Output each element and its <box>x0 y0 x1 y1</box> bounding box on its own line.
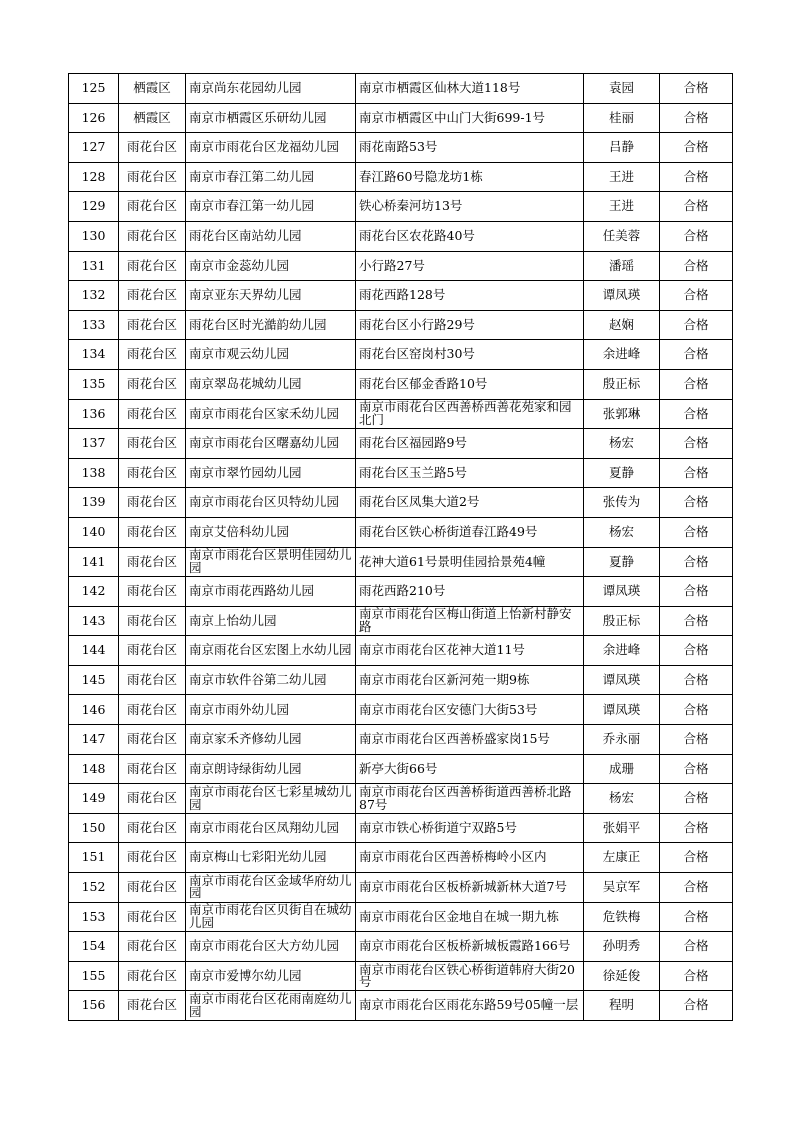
address-cell: 南京市雨花台区铁心桥街道韩府大街20号 <box>356 961 584 991</box>
table-row <box>69 991 733 1021</box>
row-number: 140 <box>69 517 119 547</box>
table-row <box>69 517 733 547</box>
row-number: 141 <box>69 547 119 577</box>
kindergarten-name-cell: 南京艾倍科幼儿园 <box>186 517 356 547</box>
contact-person-cell: 谭凤瑛 <box>584 665 660 695</box>
kindergarten-name-cell: 南京市春江第一幼儿园 <box>186 192 356 222</box>
address-cell: 南京市栖霞区仙林大道118号 <box>356 74 584 104</box>
address-cell: 春江路60号隐龙坊1栋 <box>356 162 584 192</box>
kindergarten-name-cell: 南京上怡幼儿园 <box>186 606 356 636</box>
result-cell: 合格 <box>660 251 733 281</box>
district-cell: 雨花台区 <box>119 873 186 903</box>
district-cell: 雨花台区 <box>119 517 186 547</box>
district-cell: 雨花台区 <box>119 399 186 429</box>
address-cell: 雨花台区小行路29号 <box>356 310 584 340</box>
district-cell: 雨花台区 <box>119 429 186 459</box>
address-cell: 雨花南路53号 <box>356 133 584 163</box>
contact-person-cell: 杨宏 <box>584 784 660 814</box>
district-cell: 雨花台区 <box>119 251 186 281</box>
kindergarten-name-cell: 南京市雨花台区七彩星城幼儿园 <box>186 784 356 814</box>
row-number: 142 <box>69 577 119 607</box>
table-row <box>69 340 733 370</box>
district-cell: 雨花台区 <box>119 991 186 1021</box>
contact-person-cell: 杨宏 <box>584 517 660 547</box>
row-number: 145 <box>69 665 119 695</box>
kindergarten-inspection-table <box>68 73 733 1021</box>
contact-person-cell: 王进 <box>584 192 660 222</box>
table-row <box>69 754 733 784</box>
contact-person-cell: 成珊 <box>584 754 660 784</box>
table-row <box>69 369 733 399</box>
contact-person-cell: 徐延俊 <box>584 961 660 991</box>
row-number: 126 <box>69 103 119 133</box>
district-cell: 栖霞区 <box>119 74 186 104</box>
result-cell: 合格 <box>660 784 733 814</box>
row-number: 133 <box>69 310 119 340</box>
address-cell: 小行路27号 <box>356 251 584 281</box>
row-number: 130 <box>69 221 119 251</box>
table-row <box>69 458 733 488</box>
address-cell: 雨花台区凤集大道2号 <box>356 488 584 518</box>
district-cell: 雨花台区 <box>119 725 186 755</box>
result-cell: 合格 <box>660 458 733 488</box>
result-cell: 合格 <box>660 873 733 903</box>
kindergarten-name-cell: 南京家禾齐修幼儿园 <box>186 725 356 755</box>
row-number: 146 <box>69 695 119 725</box>
contact-person-cell: 夏静 <box>584 458 660 488</box>
row-number: 143 <box>69 606 119 636</box>
contact-person-cell: 张娟平 <box>584 813 660 843</box>
district-cell: 雨花台区 <box>119 902 186 932</box>
table-row <box>69 902 733 932</box>
table-row <box>69 281 733 311</box>
district-cell: 雨花台区 <box>119 813 186 843</box>
kindergarten-name-cell: 南京市爱博尔幼儿园 <box>186 961 356 991</box>
kindergarten-name-cell: 南京市雨花台区曙嘉幼儿园 <box>186 429 356 459</box>
address-cell: 雨花台区农花路40号 <box>356 221 584 251</box>
row-number: 149 <box>69 784 119 814</box>
address-cell: 南京市铁心桥街道宁双路5号 <box>356 813 584 843</box>
row-number: 152 <box>69 873 119 903</box>
result-cell: 合格 <box>660 517 733 547</box>
result-cell: 合格 <box>660 754 733 784</box>
contact-person-cell: 赵娴 <box>584 310 660 340</box>
contact-person-cell: 余进峰 <box>584 636 660 666</box>
row-number: 151 <box>69 843 119 873</box>
district-cell: 雨花台区 <box>119 665 186 695</box>
result-cell: 合格 <box>660 725 733 755</box>
district-cell: 雨花台区 <box>119 784 186 814</box>
district-cell: 雨花台区 <box>119 192 186 222</box>
table-row <box>69 695 733 725</box>
kindergarten-name-cell: 南京亚东天界幼儿园 <box>186 281 356 311</box>
result-cell: 合格 <box>660 399 733 429</box>
contact-person-cell: 乔永丽 <box>584 725 660 755</box>
result-cell: 合格 <box>660 369 733 399</box>
row-number: 125 <box>69 74 119 104</box>
address-cell: 南京市栖霞区中山门大街699-1号 <box>356 103 584 133</box>
district-cell: 雨花台区 <box>119 488 186 518</box>
district-cell: 雨花台区 <box>119 162 186 192</box>
district-cell: 雨花台区 <box>119 843 186 873</box>
contact-person-cell: 危铁梅 <box>584 902 660 932</box>
kindergarten-name-cell: 南京市雨花台区景明佳园幼儿园 <box>186 547 356 577</box>
result-cell: 合格 <box>660 577 733 607</box>
kindergarten-name-cell: 南京市雨花台区贝街自在城幼儿园 <box>186 902 356 932</box>
contact-person-cell: 夏静 <box>584 547 660 577</box>
district-cell: 雨花台区 <box>119 547 186 577</box>
address-cell: 雨花台区郁金香路10号 <box>356 369 584 399</box>
kindergarten-name-cell: 南京市观云幼儿园 <box>186 340 356 370</box>
address-cell: 雨花台区铁心桥街道春江路49号 <box>356 517 584 547</box>
contact-person-cell: 孙明秀 <box>584 932 660 962</box>
district-cell: 雨花台区 <box>119 961 186 991</box>
district-cell: 雨花台区 <box>119 369 186 399</box>
result-cell: 合格 <box>660 547 733 577</box>
result-cell: 合格 <box>660 103 733 133</box>
contact-person-cell: 吴京军 <box>584 873 660 903</box>
kindergarten-name-cell: 南京市雨花台区大方幼儿园 <box>186 932 356 962</box>
row-number: 148 <box>69 754 119 784</box>
kindergarten-name-cell: 南京市雨花台区龙福幼儿园 <box>186 133 356 163</box>
district-cell: 雨花台区 <box>119 932 186 962</box>
contact-person-cell: 余进峰 <box>584 340 660 370</box>
row-number: 137 <box>69 429 119 459</box>
row-number: 136 <box>69 399 119 429</box>
table-row <box>69 813 733 843</box>
kindergarten-name-cell: 南京市金蕊幼儿园 <box>186 251 356 281</box>
table-row <box>69 103 733 133</box>
contact-person-cell: 王进 <box>584 162 660 192</box>
kindergarten-name-cell: 南京市软件谷第二幼儿园 <box>186 665 356 695</box>
row-number: 131 <box>69 251 119 281</box>
result-cell: 合格 <box>660 310 733 340</box>
address-cell: 南京市雨花台区梅山街道上怡新村静安路 <box>356 606 584 636</box>
table-row <box>69 665 733 695</box>
district-cell: 雨花台区 <box>119 695 186 725</box>
contact-person-cell: 殷正标 <box>584 606 660 636</box>
kindergarten-name-cell: 南京市翠竹园幼儿园 <box>186 458 356 488</box>
contact-person-cell: 潘瑶 <box>584 251 660 281</box>
address-cell: 南京市雨花台区板桥新城新林大道7号 <box>356 873 584 903</box>
kindergarten-name-cell: 南京市栖霞区乐研幼儿园 <box>186 103 356 133</box>
contact-person-cell: 谭凤瑛 <box>584 281 660 311</box>
result-cell: 合格 <box>660 221 733 251</box>
address-cell: 新亭大街66号 <box>356 754 584 784</box>
table-row <box>69 133 733 163</box>
table-row <box>69 961 733 991</box>
result-cell: 合格 <box>660 636 733 666</box>
district-cell: 雨花台区 <box>119 310 186 340</box>
table-row <box>69 429 733 459</box>
address-cell: 雨花台区窑岗村30号 <box>356 340 584 370</box>
result-cell: 合格 <box>660 665 733 695</box>
table-row <box>69 547 733 577</box>
contact-person-cell: 张郭琳 <box>584 399 660 429</box>
row-number: 154 <box>69 932 119 962</box>
address-cell: 铁心桥秦河坊13号 <box>356 192 584 222</box>
result-cell: 合格 <box>660 695 733 725</box>
address-cell: 南京市雨花台区西善桥盛家岗15号 <box>356 725 584 755</box>
table-row <box>69 399 733 429</box>
table-row <box>69 725 733 755</box>
table-row <box>69 162 733 192</box>
row-number: 138 <box>69 458 119 488</box>
address-cell: 南京市雨花台区西善桥梅岭小区内 <box>356 843 584 873</box>
result-cell: 合格 <box>660 991 733 1021</box>
table-row <box>69 310 733 340</box>
address-cell: 南京市雨花台区西善桥西善花苑家和园北门 <box>356 399 584 429</box>
table-row <box>69 636 733 666</box>
table-row <box>69 577 733 607</box>
row-number: 134 <box>69 340 119 370</box>
address-cell: 雨花台区玉兰路5号 <box>356 458 584 488</box>
row-number: 144 <box>69 636 119 666</box>
result-cell: 合格 <box>660 429 733 459</box>
contact-person-cell: 谭凤瑛 <box>584 577 660 607</box>
table-body <box>69 74 733 1021</box>
kindergarten-name-cell: 雨花台区时光澔韵幼儿园 <box>186 310 356 340</box>
district-cell: 雨花台区 <box>119 133 186 163</box>
table-row <box>69 932 733 962</box>
district-cell: 雨花台区 <box>119 754 186 784</box>
contact-person-cell: 杨宏 <box>584 429 660 459</box>
row-number: 155 <box>69 961 119 991</box>
row-number: 128 <box>69 162 119 192</box>
kindergarten-name-cell: 南京市雨花台区凤翔幼儿园 <box>186 813 356 843</box>
kindergarten-name-cell: 南京梅山七彩阳光幼儿园 <box>186 843 356 873</box>
table-row <box>69 784 733 814</box>
address-cell: 南京市雨花台区西善桥街道西善桥北路87号 <box>356 784 584 814</box>
kindergarten-name-cell: 南京市雨花台区贝特幼儿园 <box>186 488 356 518</box>
result-cell: 合格 <box>660 606 733 636</box>
kindergarten-name-cell: 雨花台区南站幼儿园 <box>186 221 356 251</box>
row-number: 153 <box>69 902 119 932</box>
result-cell: 合格 <box>660 192 733 222</box>
address-cell: 南京市雨花台区板桥新城板霞路166号 <box>356 932 584 962</box>
address-cell: 花神大道61号景明佳园拾景苑4幢 <box>356 547 584 577</box>
contact-person-cell: 谭凤瑛 <box>584 695 660 725</box>
kindergarten-name-cell: 南京朗诗绿街幼儿园 <box>186 754 356 784</box>
address-cell: 南京市雨花台区金地自在城一期九栋 <box>356 902 584 932</box>
contact-person-cell: 程明 <box>584 991 660 1021</box>
district-cell: 雨花台区 <box>119 577 186 607</box>
row-number: 150 <box>69 813 119 843</box>
address-cell: 雨花西路210号 <box>356 577 584 607</box>
result-cell: 合格 <box>660 74 733 104</box>
row-number: 127 <box>69 133 119 163</box>
district-cell: 雨花台区 <box>119 281 186 311</box>
contact-person-cell: 袁园 <box>584 74 660 104</box>
contact-person-cell: 张传为 <box>584 488 660 518</box>
table-row <box>69 873 733 903</box>
contact-person-cell: 桂丽 <box>584 103 660 133</box>
contact-person-cell: 左康正 <box>584 843 660 873</box>
row-number: 156 <box>69 991 119 1021</box>
result-cell: 合格 <box>660 340 733 370</box>
contact-person-cell: 任美蓉 <box>584 221 660 251</box>
kindergarten-name-cell: 南京市春江第二幼儿园 <box>186 162 356 192</box>
result-cell: 合格 <box>660 488 733 518</box>
table-row <box>69 488 733 518</box>
row-number: 135 <box>69 369 119 399</box>
district-cell: 雨花台区 <box>119 458 186 488</box>
address-cell: 雨花西路128号 <box>356 281 584 311</box>
result-cell: 合格 <box>660 843 733 873</box>
address-cell: 南京市雨花台区安德门大街53号 <box>356 695 584 725</box>
district-cell: 雨花台区 <box>119 606 186 636</box>
table-row <box>69 74 733 104</box>
kindergarten-name-cell: 南京市雨花台区金域华府幼儿园 <box>186 873 356 903</box>
district-cell: 雨花台区 <box>119 636 186 666</box>
result-cell: 合格 <box>660 902 733 932</box>
table-row <box>69 606 733 636</box>
contact-person-cell: 吕静 <box>584 133 660 163</box>
table-row <box>69 221 733 251</box>
address-cell: 南京市雨花台区雨花东路59号05幢一层 <box>356 991 584 1021</box>
result-cell: 合格 <box>660 932 733 962</box>
district-cell: 雨花台区 <box>119 221 186 251</box>
kindergarten-name-cell: 南京市雨花台区花雨南庭幼儿园 <box>186 991 356 1021</box>
result-cell: 合格 <box>660 162 733 192</box>
district-cell: 雨花台区 <box>119 340 186 370</box>
row-number: 129 <box>69 192 119 222</box>
kindergarten-name-cell: 南京雨花台区宏图上水幼儿园 <box>186 636 356 666</box>
kindergarten-name-cell: 南京市雨外幼儿园 <box>186 695 356 725</box>
result-cell: 合格 <box>660 961 733 991</box>
kindergarten-name-cell: 南京翠岛花城幼儿园 <box>186 369 356 399</box>
address-cell: 南京市雨花台区花神大道11号 <box>356 636 584 666</box>
contact-person-cell: 殷正标 <box>584 369 660 399</box>
table-row <box>69 192 733 222</box>
result-cell: 合格 <box>660 813 733 843</box>
address-cell: 雨花台区福园路9号 <box>356 429 584 459</box>
result-cell: 合格 <box>660 133 733 163</box>
result-cell: 合格 <box>660 281 733 311</box>
table-row <box>69 251 733 281</box>
kindergarten-name-cell: 南京市雨花西路幼儿园 <box>186 577 356 607</box>
row-number: 147 <box>69 725 119 755</box>
table-row <box>69 843 733 873</box>
kindergarten-name-cell: 南京市雨花台区家禾幼儿园 <box>186 399 356 429</box>
district-cell: 栖霞区 <box>119 103 186 133</box>
address-cell: 南京市雨花台区新河苑一期9栋 <box>356 665 584 695</box>
kindergarten-name-cell: 南京尚东花园幼儿园 <box>186 74 356 104</box>
row-number: 139 <box>69 488 119 518</box>
row-number: 132 <box>69 281 119 311</box>
